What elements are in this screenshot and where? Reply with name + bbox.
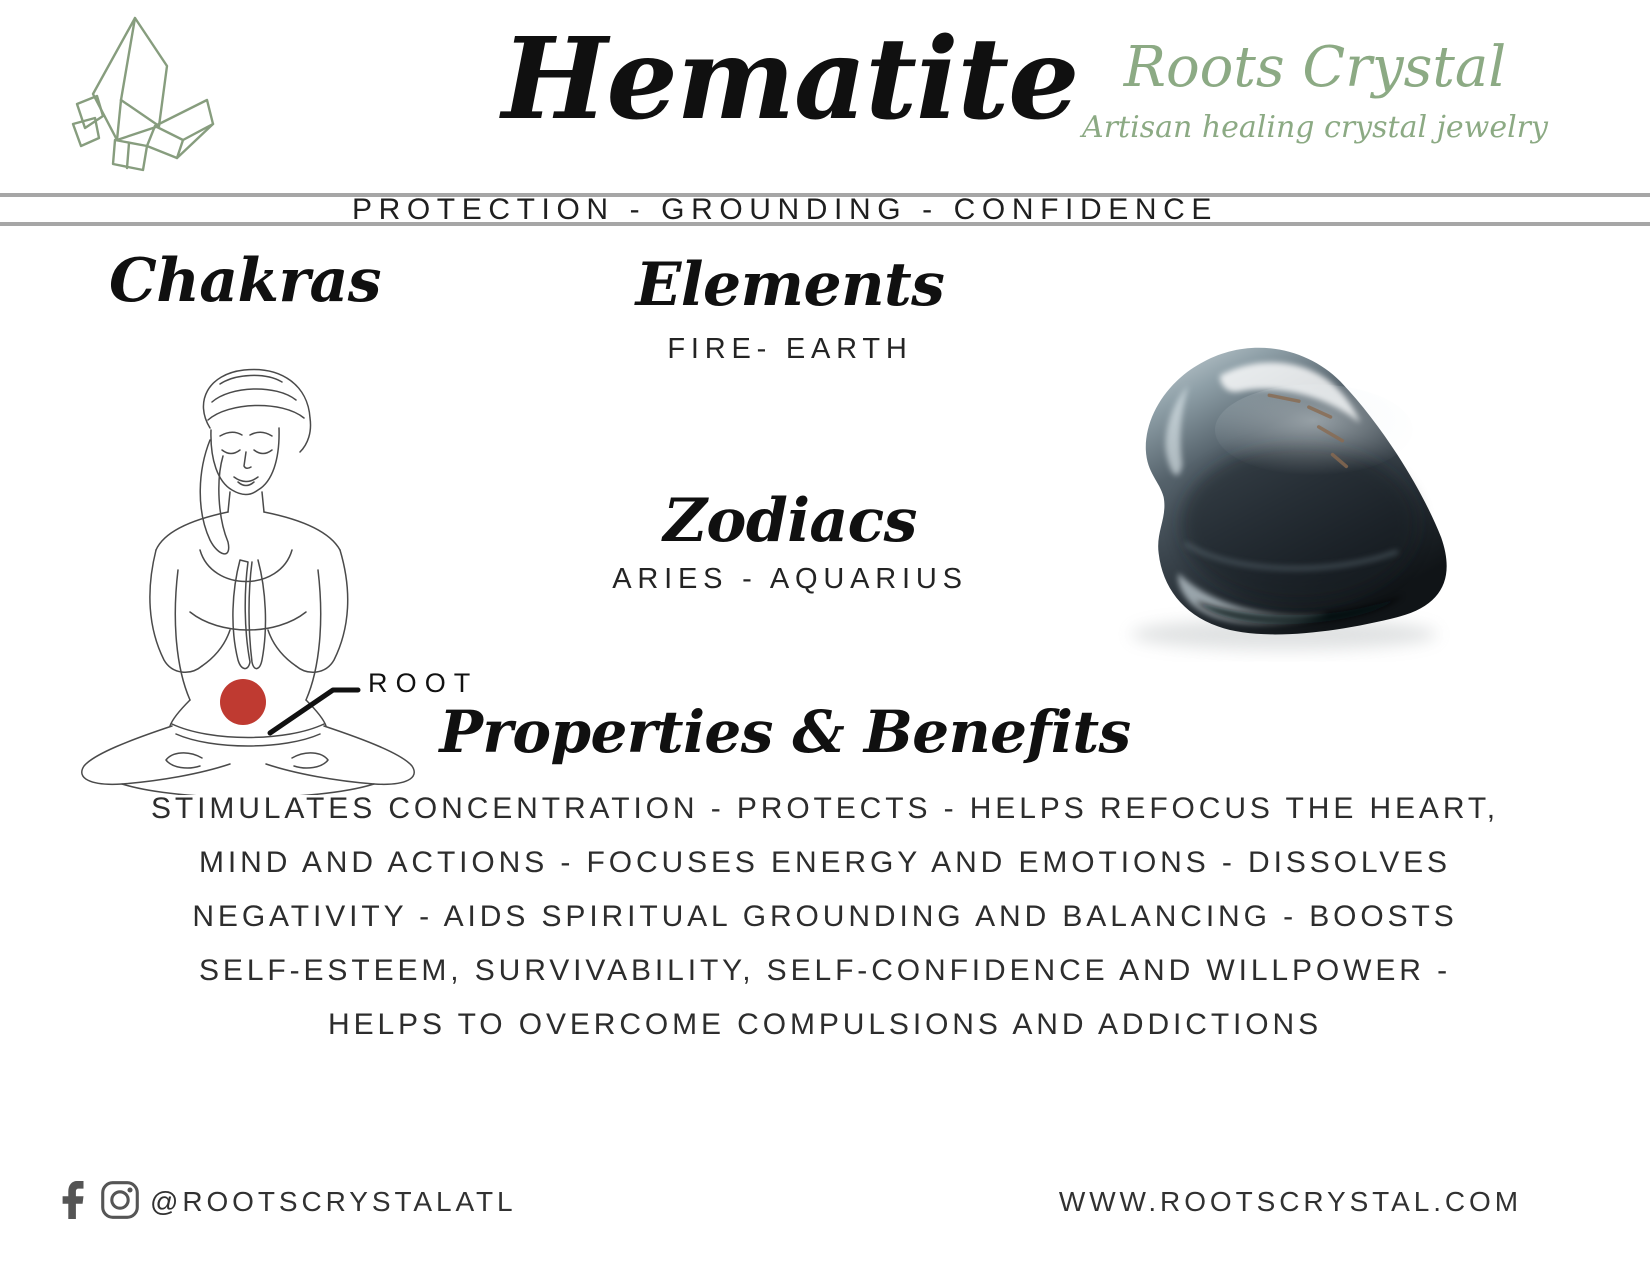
elements-value: FIRE- EARTH <box>667 333 913 365</box>
zodiacs-heading: Zodiacs <box>663 486 917 556</box>
hematite-stone-image <box>1098 336 1490 662</box>
properties-heading: Properties & Benefits <box>439 698 1131 766</box>
brand-name: Roots Crystal <box>1123 35 1507 100</box>
brand-tagline: Artisan healing crystal jewelry <box>1082 110 1548 145</box>
instagram-icon[interactable] <box>100 1180 140 1220</box>
page-title: Hematite <box>501 14 1079 145</box>
elements-heading: Elements <box>635 250 945 320</box>
brand-block <box>1070 35 1560 145</box>
zodiacs-value: ARIES - AQUARIUS <box>612 563 968 595</box>
properties-line: NEGATIVITY - AIDS SPIRITUAL GROUNDING AND BALANCING - BOOSTS <box>192 900 1458 933</box>
properties-body <box>55 782 1595 1052</box>
chakras-heading: Chakras <box>109 246 381 316</box>
root-chakra-label: ROOT <box>368 668 479 698</box>
properties-line: STIMULATES CONCENTRATION - PROTECTS - HELPS REFOCUS THE HEART, <box>150 792 1500 825</box>
properties-line: HELPS TO OVERCOME COMPULSIONS AND ADDICTIONS <box>328 1008 1322 1041</box>
keywords-banner <box>0 193 1650 226</box>
website-url[interactable]: WWW.ROOTSCRYSTAL.COM <box>1058 1186 1522 1217</box>
crystal-cluster-logo-icon <box>55 8 215 188</box>
properties-line: MIND AND ACTIONS - FOCUSES ENERGY AND EMOTIONS - DISSOLVES <box>199 846 1451 879</box>
keywords-banner-text: PROTECTION - GROUNDING - CONFIDENCE <box>352 192 1218 226</box>
properties-line: SELF-ESTEEM, SURVIVABILITY, SELF-CONFIDENCE AND WILLPOWER - <box>199 954 1451 987</box>
root-chakra-dot <box>220 679 266 725</box>
social-handle[interactable]: @ROOTSCRYSTALATL <box>150 1186 517 1217</box>
facebook-icon[interactable] <box>62 1181 86 1219</box>
